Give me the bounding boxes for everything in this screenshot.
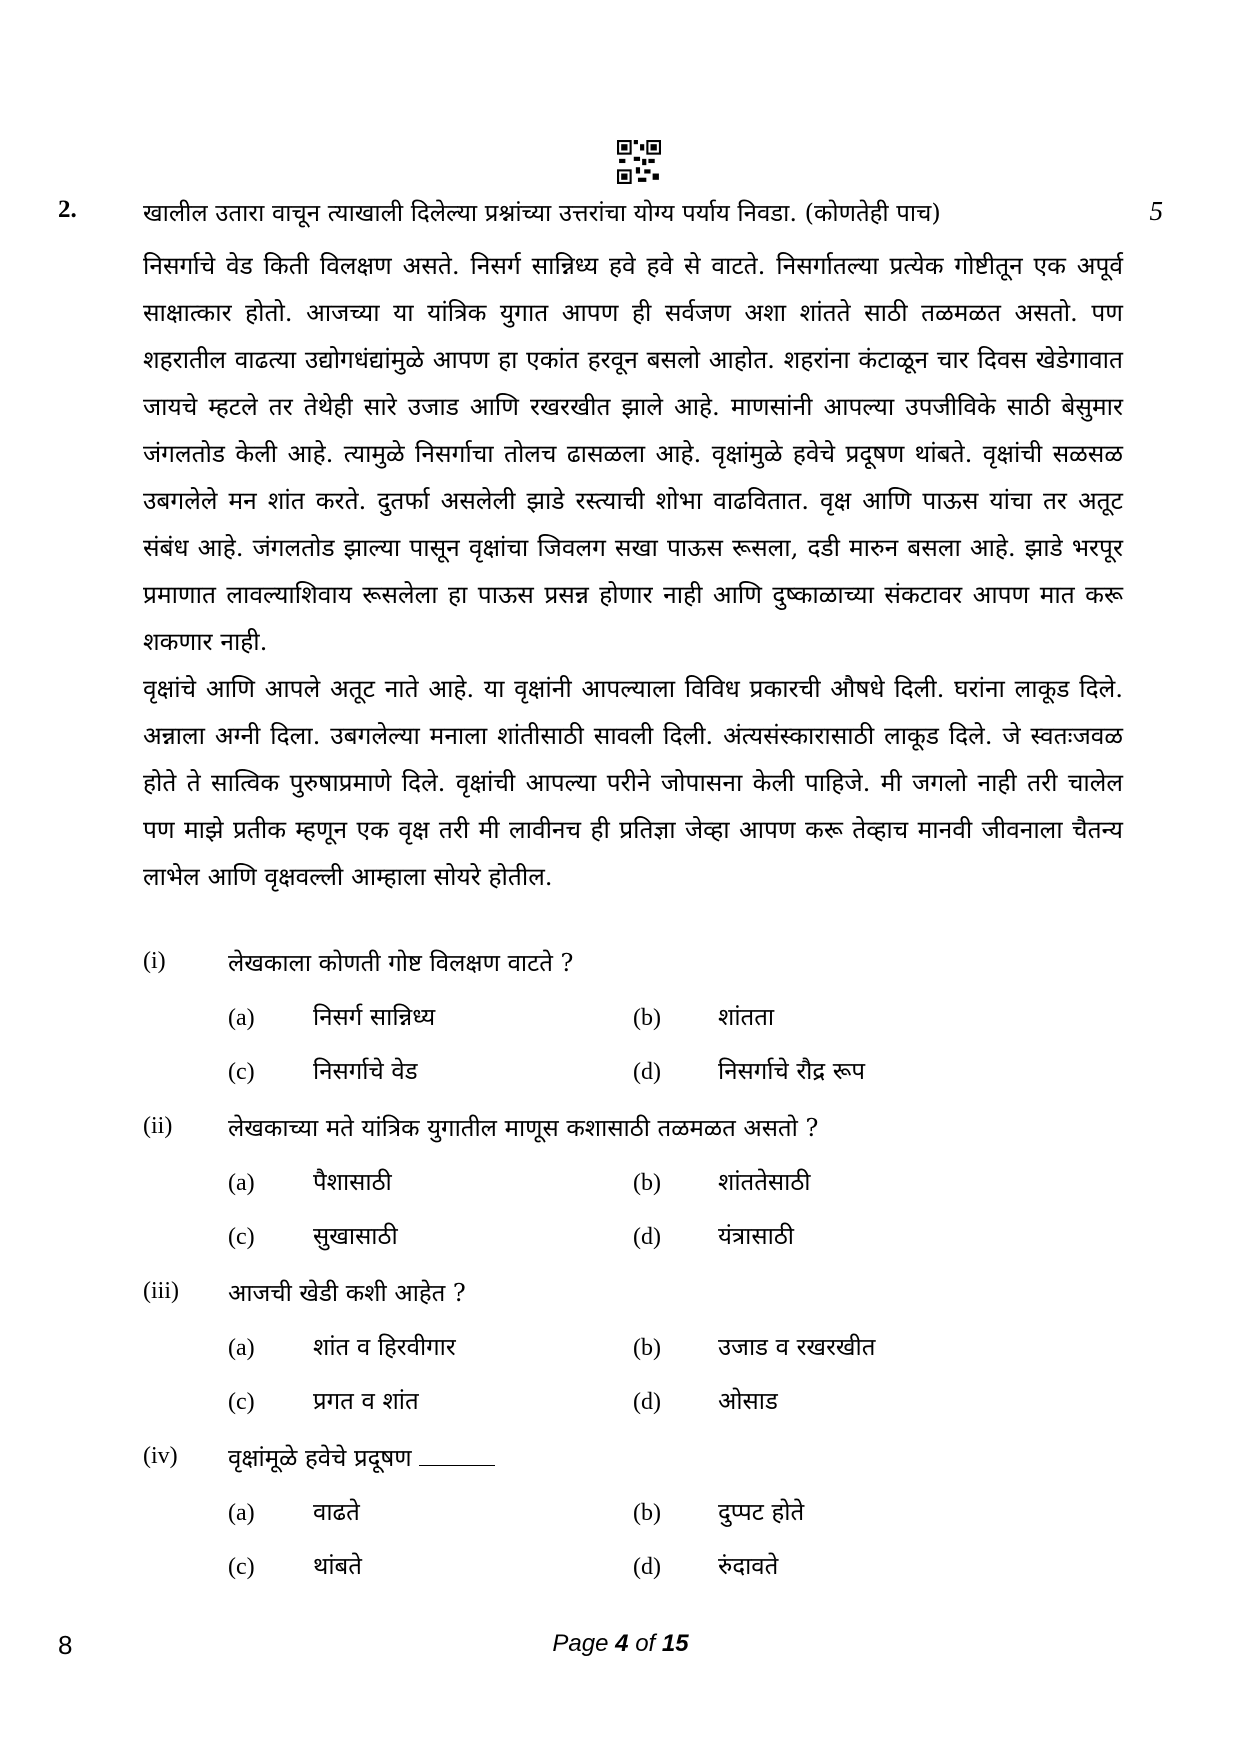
option-text: थांबते: [313, 1552, 362, 1580]
page-total: 15: [661, 1630, 689, 1657]
option-d[interactable]: [633, 1549, 778, 1582]
reading-passage: [143, 242, 1123, 900]
option-label: (c): [228, 1224, 255, 1250]
option-label: (a): [228, 1170, 255, 1196]
subquestion-label: (iv): [143, 1443, 178, 1469]
option-label: (d): [633, 1554, 661, 1580]
option-label: (c): [228, 1389, 255, 1415]
passage-paragraph: वृक्षांचे आणि आपले अतूट नाते आहे. या वृक्षांनी आपल्याला विविध प्रकारची औषधे दिली. घरांना लाकूड दिले. अन्नाला अग्नी दिला. उबगलेल्या मनाला शांतीसाठी सावली दिली. अंत्यसंस्कारासाठी लाकूड दिले. जे स्वतःजवळ होते ते सात्विक पुरुषाप्रमाणे दिले. वृक्षांची आपल्या परीने जोपासना केली पाहिजे. मी जगलो नाही तरी चालेल पण माझे प्रतीक म्हणून एक वृक्ष तरी मी लावीनच ही प्रतिज्ञा जेव्हा आपण करू तेव्हाच मानवी जीवनाला चैतन्य लाभेल आणि वृक्षवल्ली आम्हाला सोयरे होतील.: [143, 674, 1123, 891]
passage-paragraph: निसर्गाचे वेड किती विलक्षण असते. निसर्ग सान्निध्य हवे हवे से वाटते. निसर्गातल्या प्रत्येक गोष्टीतून एक अपूर्व साक्षात्कार होतो. आजच्या या यांत्रिक युगात आपण ही सर्वजण अशा शांतते साठी तळमळत असतो. पण शहरातील वाढत्या उद्योगधंद्यांमुळे आपण हा एकांत हरवून बसलो आहोत. शहरांना कंटाळून चार दिवस खेडेगावात जायचे म्हटले तर तेथेही सारे उजाड आणि रखरखीत झाले आहे. माणसांनी आपल्या उपजीविके साठी बेसुमार जंगलतोड केली आहे. त्यामुळे निसर्गाचा तोलच ढासळला आहे. वृक्षांमुळे हवेचे प्रदूषण थांबते. वृक्षांची सळसळ उबगलेले मन शांत करते. दुतर्फा असलेली झाडे रस्त्याची शोभा वाढवितात. वृक्ष आणि पाऊस यांचा तर अतूट संबंध आहे. जंगलतोड झाल्या पासून वृक्षांचा जिवलग सखा पाऊस रूसला, दडी मारुन बसला आहे. झाडे भरपूर प्रमाणात लावल्याशिवाय रूसलेला हा पाऊस प्रसन्न होणार नाही आणि दुष्काळाच्या संकटावर आपण मात करू शकणार नाही.: [143, 251, 1123, 656]
option-label: (a): [228, 1335, 255, 1361]
qr-code-icon: [617, 140, 661, 184]
option-text: शांत व हिरवीगार: [313, 1333, 456, 1361]
option-a[interactable]: [228, 1000, 435, 1033]
option-b[interactable]: [633, 1330, 875, 1363]
option-text: निसर्गाचे वेड: [313, 1057, 418, 1085]
option-label: (b): [633, 1005, 661, 1031]
page-prefix: Page: [552, 1630, 609, 1657]
option-c[interactable]: [228, 1219, 398, 1252]
subquestion: [143, 948, 1123, 1113]
option-text: यंत्रासाठी: [718, 1222, 794, 1250]
option-b[interactable]: [633, 1000, 774, 1033]
page-current: 4: [615, 1630, 629, 1657]
option-text: वाढते: [313, 1498, 360, 1526]
option-text: ओसाड: [718, 1387, 778, 1415]
answer-blank: [419, 1447, 495, 1466]
option-c[interactable]: [228, 1054, 418, 1087]
subquestion: [143, 1113, 1123, 1278]
paper-code: 8: [58, 1630, 73, 1660]
option-text: शांतता: [718, 1003, 775, 1031]
option-c[interactable]: [228, 1549, 362, 1582]
option-label: (d): [633, 1389, 661, 1415]
page-number: [0, 1630, 1241, 1658]
option-d[interactable]: [633, 1054, 865, 1087]
question-marks: 5: [1149, 196, 1163, 226]
option-label: (b): [633, 1335, 661, 1361]
subquestion-label: (iii): [143, 1278, 179, 1304]
option-text: रुंदावते: [718, 1552, 779, 1580]
option-a[interactable]: [228, 1495, 360, 1528]
question-instruction: खालील उतारा वाचून त्याखाली दिलेल्या प्रश्नांच्या उत्तरांचा योग्य पर्याय निवडा. (कोणतेही पाच): [143, 199, 941, 227]
option-b[interactable]: [633, 1495, 804, 1528]
option-b[interactable]: [633, 1165, 811, 1198]
question-number: 2.: [58, 196, 77, 223]
option-label: (a): [228, 1005, 255, 1031]
subquestion-label: (ii): [143, 1113, 173, 1139]
subquestion-text: लेखकाच्या मते यांत्रिक युगातील माणूस कशासाठी तळमळत असतो ?: [228, 1114, 819, 1142]
option-c[interactable]: [228, 1384, 419, 1417]
option-a[interactable]: [228, 1165, 392, 1198]
option-label: (b): [633, 1170, 661, 1196]
option-text: पैशासाठी: [313, 1168, 392, 1196]
subquestion-text: आजची खेडी कशी आहेत ?: [228, 1279, 466, 1307]
option-text: सुखासाठी: [313, 1222, 398, 1250]
option-a[interactable]: [228, 1330, 456, 1363]
option-text: निसर्गाचे रौद्र रूप: [718, 1057, 866, 1085]
page-of: of: [635, 1630, 656, 1657]
option-label: (c): [228, 1059, 255, 1085]
subquestion: [143, 1443, 1123, 1608]
subquestion-text: वृक्षांमूळे हवेचे प्रदूषण: [228, 1444, 412, 1472]
option-label: (d): [633, 1224, 661, 1250]
option-d[interactable]: [633, 1384, 778, 1417]
option-label: (a): [228, 1500, 255, 1526]
option-label: (b): [633, 1500, 661, 1526]
option-label: (c): [228, 1554, 255, 1580]
option-text: प्रगत व शांत: [313, 1387, 419, 1415]
option-d[interactable]: [633, 1219, 794, 1252]
subquestion-list: [143, 948, 1123, 1608]
option-text: निसर्ग सान्निध्य: [313, 1003, 436, 1031]
subquestion-text-wrap: [228, 1441, 495, 1474]
option-label: (d): [633, 1059, 661, 1085]
option-text: उजाड व रखरखीत: [718, 1333, 876, 1361]
subquestion-text: लेखकाला कोणती गोष्ट विलक्षण वाटते ?: [228, 949, 574, 977]
subquestion-label: (i): [143, 948, 166, 974]
option-text: शांततेसाठी: [718, 1168, 811, 1196]
subquestion: [143, 1278, 1123, 1443]
option-text: दुप्पट होते: [718, 1498, 805, 1526]
